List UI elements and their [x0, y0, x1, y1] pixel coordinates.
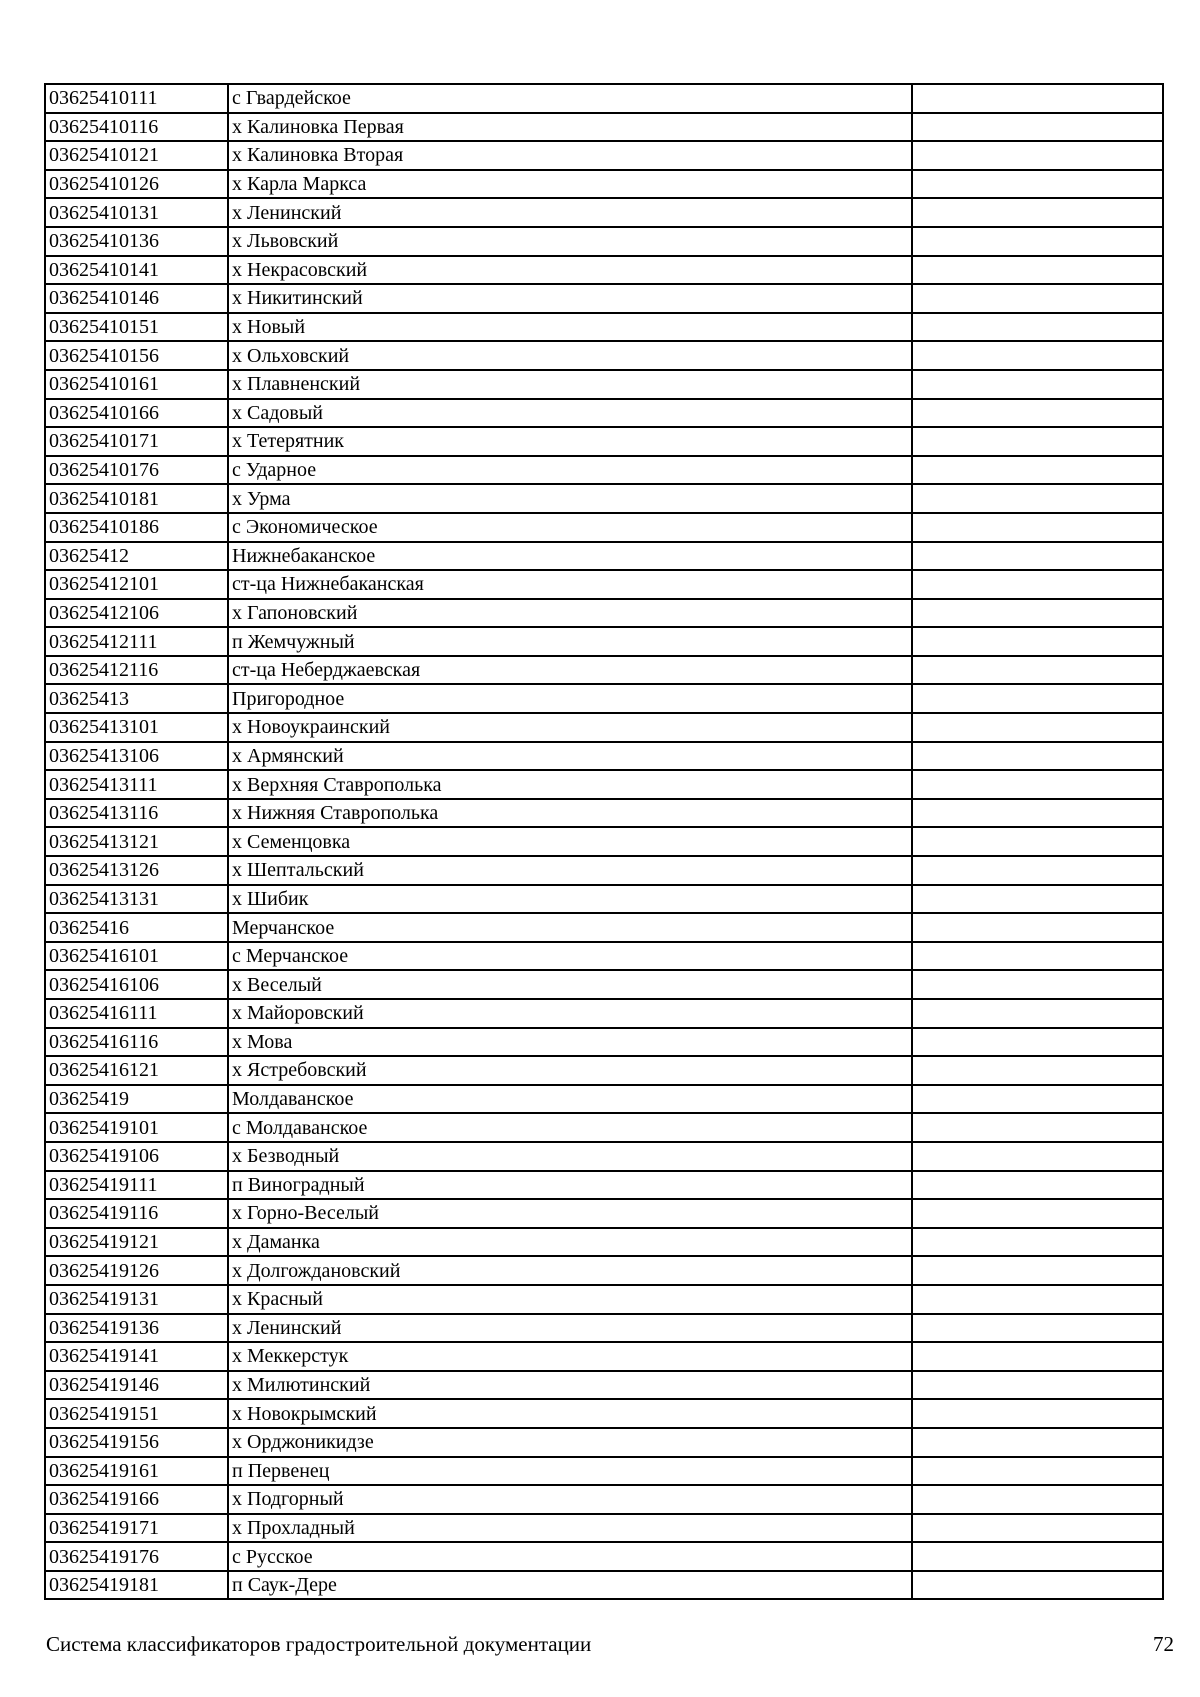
- note-cell: [912, 827, 1163, 856]
- note-cell: [912, 484, 1163, 513]
- code-cell: 03625412101: [45, 570, 228, 599]
- code-cell: 03625416106: [45, 970, 228, 999]
- table-row: [45, 1056, 1163, 1085]
- note-cell: [912, 313, 1163, 342]
- table-row: [45, 284, 1163, 313]
- note-cell: [912, 113, 1163, 142]
- code-cell: 03625410131: [45, 198, 228, 227]
- table-row: [45, 370, 1163, 399]
- table-row: [45, 1142, 1163, 1171]
- name-cell: с Ударное: [228, 456, 912, 485]
- name-cell: п Жемчужный: [228, 627, 912, 656]
- code-cell: 03625419126: [45, 1256, 228, 1285]
- name-cell: х Никитинский: [228, 284, 912, 313]
- code-cell: 03625416101: [45, 942, 228, 971]
- name-cell: с Мерчанское: [228, 942, 912, 971]
- name-cell: с Гвардейское: [228, 84, 912, 113]
- note-cell: [912, 942, 1163, 971]
- table-row: [45, 885, 1163, 914]
- table-row: [45, 970, 1163, 999]
- table-row: [45, 627, 1163, 656]
- table-row: [45, 484, 1163, 513]
- table-row: [45, 141, 1163, 170]
- table-row: [45, 1171, 1163, 1200]
- table-row: [45, 399, 1163, 428]
- code-cell: 03625410166: [45, 399, 228, 428]
- name-cell: х Долгождановский: [228, 1256, 912, 1285]
- table-row: [45, 84, 1163, 113]
- table-row: [45, 513, 1163, 542]
- table-row: [45, 1228, 1163, 1257]
- code-cell: 03625410111: [45, 84, 228, 113]
- note-cell: [912, 885, 1163, 914]
- classifier-table-body: [45, 84, 1163, 1599]
- name-cell: х Меккерстук: [228, 1342, 912, 1371]
- name-cell: х Львовский: [228, 227, 912, 256]
- name-cell: х Семенцовка: [228, 827, 912, 856]
- note-cell: [912, 656, 1163, 685]
- code-cell: 03625410181: [45, 484, 228, 513]
- code-cell: 03625419156: [45, 1428, 228, 1457]
- table-row: [45, 542, 1163, 571]
- note-cell: [912, 799, 1163, 828]
- name-cell: х Нижняя Ставрополька: [228, 799, 912, 828]
- name-cell: х Орджоникидзе: [228, 1428, 912, 1457]
- note-cell: [912, 970, 1163, 999]
- note-cell: [912, 198, 1163, 227]
- note-cell: [912, 84, 1163, 113]
- code-cell: 03625410116: [45, 113, 228, 142]
- note-cell: [912, 742, 1163, 771]
- code-cell: 03625419106: [45, 1142, 228, 1171]
- note-cell: [912, 1113, 1163, 1142]
- table-row: [45, 1285, 1163, 1314]
- name-cell: х Шептальский: [228, 856, 912, 885]
- table-row: [45, 1571, 1163, 1600]
- name-cell: х Новый: [228, 313, 912, 342]
- code-cell: 03625413101: [45, 713, 228, 742]
- code-cell: 03625419161: [45, 1457, 228, 1486]
- table-row: [45, 1342, 1163, 1371]
- note-cell: [912, 913, 1163, 942]
- code-cell: 03625413121: [45, 827, 228, 856]
- name-cell: ст-ца Неберджаевская: [228, 656, 912, 685]
- note-cell: [912, 1571, 1163, 1600]
- code-cell: 03625416: [45, 913, 228, 942]
- table-row: [45, 856, 1163, 885]
- table-row: [45, 713, 1163, 742]
- table-row: [45, 113, 1163, 142]
- code-cell: 03625410176: [45, 456, 228, 485]
- name-cell: х Карла Маркса: [228, 170, 912, 199]
- name-cell: п Первенец: [228, 1457, 912, 1486]
- note-cell: [912, 1142, 1163, 1171]
- table-row: [45, 427, 1163, 456]
- table-row: [45, 656, 1163, 685]
- table-row: [45, 999, 1163, 1028]
- note-cell: [912, 1028, 1163, 1057]
- table-row: [45, 684, 1163, 713]
- name-cell: х Безводный: [228, 1142, 912, 1171]
- code-cell: 03625413116: [45, 799, 228, 828]
- table-row: [45, 198, 1163, 227]
- table-row: [45, 170, 1163, 199]
- note-cell: [912, 256, 1163, 285]
- note-cell: [912, 599, 1163, 628]
- code-cell: 03625413126: [45, 856, 228, 885]
- name-cell: х Шибик: [228, 885, 912, 914]
- code-cell: 03625416121: [45, 1056, 228, 1085]
- name-cell: х Армянский: [228, 742, 912, 771]
- note-cell: [912, 1428, 1163, 1457]
- table-row: [45, 799, 1163, 828]
- table-row: [45, 599, 1163, 628]
- code-cell: 03625410141: [45, 256, 228, 285]
- note-cell: [912, 627, 1163, 656]
- name-cell: п Саук-Дере: [228, 1571, 912, 1600]
- table-row: [45, 1314, 1163, 1343]
- note-cell: [912, 1542, 1163, 1571]
- note-cell: [912, 399, 1163, 428]
- note-cell: [912, 542, 1163, 571]
- name-cell: х Калиновка Первая: [228, 113, 912, 142]
- note-cell: [912, 1056, 1163, 1085]
- name-cell: х Веселый: [228, 970, 912, 999]
- table-row: [45, 1085, 1163, 1114]
- note-cell: [912, 1485, 1163, 1514]
- name-cell: х Некрасовский: [228, 256, 912, 285]
- note-cell: [912, 513, 1163, 542]
- note-cell: [912, 427, 1163, 456]
- code-cell: 03625410161: [45, 370, 228, 399]
- classifier-table: [44, 83, 1164, 1600]
- name-cell: Молдаванское: [228, 1085, 912, 1114]
- note-cell: [912, 170, 1163, 199]
- table-row: [45, 1399, 1163, 1428]
- table-row: [45, 942, 1163, 971]
- code-cell: 03625410186: [45, 513, 228, 542]
- name-cell: х Садовый: [228, 399, 912, 428]
- table-row: [45, 1028, 1163, 1057]
- code-cell: 03625419176: [45, 1542, 228, 1571]
- table-row: [45, 1514, 1163, 1543]
- name-cell: х Красный: [228, 1285, 912, 1314]
- note-cell: [912, 284, 1163, 313]
- name-cell: х Плавненский: [228, 370, 912, 399]
- name-cell: х Ленинский: [228, 1314, 912, 1343]
- name-cell: Мерчанское: [228, 913, 912, 942]
- name-cell: х Новокрымский: [228, 1399, 912, 1428]
- code-cell: 03625412116: [45, 656, 228, 685]
- code-cell: 03625412106: [45, 599, 228, 628]
- code-cell: 03625419151: [45, 1399, 228, 1428]
- note-cell: [912, 1228, 1163, 1257]
- code-cell: 03625410126: [45, 170, 228, 199]
- table-row: [45, 570, 1163, 599]
- table-row: [45, 1485, 1163, 1514]
- name-cell: х Подгорный: [228, 1485, 912, 1514]
- note-cell: [912, 684, 1163, 713]
- table-row: [45, 341, 1163, 370]
- table-row: [45, 1113, 1163, 1142]
- note-cell: [912, 341, 1163, 370]
- table-row: [45, 1256, 1163, 1285]
- name-cell: с Экономическое: [228, 513, 912, 542]
- code-cell: 03625413: [45, 684, 228, 713]
- code-cell: 03625419131: [45, 1285, 228, 1314]
- code-cell: 03625416116: [45, 1028, 228, 1057]
- note-cell: [912, 1457, 1163, 1486]
- note-cell: [912, 1399, 1163, 1428]
- code-cell: 03625413111: [45, 770, 228, 799]
- code-cell: 03625419171: [45, 1514, 228, 1543]
- note-cell: [912, 1256, 1163, 1285]
- name-cell: х Даманка: [228, 1228, 912, 1257]
- note-cell: [912, 141, 1163, 170]
- code-cell: 03625419141: [45, 1342, 228, 1371]
- code-cell: 03625419136: [45, 1314, 228, 1343]
- table-row: [45, 913, 1163, 942]
- name-cell: х Калиновка Вторая: [228, 141, 912, 170]
- code-cell: 03625419111: [45, 1171, 228, 1200]
- name-cell: х Верхняя Ставрополька: [228, 770, 912, 799]
- table-row: [45, 742, 1163, 771]
- code-cell: 03625419: [45, 1085, 228, 1114]
- table-row: [45, 827, 1163, 856]
- table-row: [45, 1371, 1163, 1400]
- name-cell: х Мова: [228, 1028, 912, 1057]
- code-cell: 03625410121: [45, 141, 228, 170]
- note-cell: [912, 1199, 1163, 1228]
- code-cell: 03625413106: [45, 742, 228, 771]
- code-cell: 03625412111: [45, 627, 228, 656]
- name-cell: х Урма: [228, 484, 912, 513]
- note-cell: [912, 1285, 1163, 1314]
- code-cell: 03625410151: [45, 313, 228, 342]
- note-cell: [912, 570, 1163, 599]
- name-cell: х Милютинский: [228, 1371, 912, 1400]
- code-cell: 03625419181: [45, 1571, 228, 1600]
- note-cell: [912, 713, 1163, 742]
- note-cell: [912, 227, 1163, 256]
- name-cell: с Молдаванское: [228, 1113, 912, 1142]
- name-cell: х Новоукраинский: [228, 713, 912, 742]
- name-cell: х Горно-Веселый: [228, 1199, 912, 1228]
- table-row: [45, 456, 1163, 485]
- code-cell: 03625419166: [45, 1485, 228, 1514]
- table-row: [45, 1428, 1163, 1457]
- note-cell: [912, 1314, 1163, 1343]
- name-cell: х Гапоновский: [228, 599, 912, 628]
- note-cell: [912, 999, 1163, 1028]
- table-row: [45, 1199, 1163, 1228]
- note-cell: [912, 1085, 1163, 1114]
- code-cell: 03625413131: [45, 885, 228, 914]
- code-cell: 03625419121: [45, 1228, 228, 1257]
- code-cell: 03625419116: [45, 1199, 228, 1228]
- note-cell: [912, 770, 1163, 799]
- name-cell: х Ольховский: [228, 341, 912, 370]
- name-cell: х Прохладный: [228, 1514, 912, 1543]
- note-cell: [912, 1514, 1163, 1543]
- name-cell: ст-ца Нижнебаканская: [228, 570, 912, 599]
- footer-title: Система классификаторов градостроительной документации: [46, 1632, 592, 1656]
- name-cell: Нижнебаканское: [228, 542, 912, 571]
- code-cell: 03625410146: [45, 284, 228, 313]
- code-cell: 03625410171: [45, 427, 228, 456]
- page-number: 72: [1153, 1632, 1174, 1656]
- code-cell: 03625419101: [45, 1113, 228, 1142]
- name-cell: х Майоровский: [228, 999, 912, 1028]
- code-cell: 03625412: [45, 542, 228, 571]
- note-cell: [912, 1371, 1163, 1400]
- code-cell: 03625416111: [45, 999, 228, 1028]
- table-row: [45, 1457, 1163, 1486]
- code-cell: 03625419146: [45, 1371, 228, 1400]
- table-row: [45, 1542, 1163, 1571]
- name-cell: х Ленинский: [228, 198, 912, 227]
- table-row: [45, 770, 1163, 799]
- name-cell: с Русское: [228, 1542, 912, 1571]
- note-cell: [912, 856, 1163, 885]
- name-cell: х Ястребовский: [228, 1056, 912, 1085]
- note-cell: [912, 1342, 1163, 1371]
- note-cell: [912, 456, 1163, 485]
- name-cell: п Виноградный: [228, 1171, 912, 1200]
- note-cell: [912, 1171, 1163, 1200]
- name-cell: х Тетерятник: [228, 427, 912, 456]
- note-cell: [912, 370, 1163, 399]
- code-cell: 03625410156: [45, 341, 228, 370]
- table-row: [45, 256, 1163, 285]
- table-row: [45, 313, 1163, 342]
- name-cell: Пригородное: [228, 684, 912, 713]
- code-cell: 03625410136: [45, 227, 228, 256]
- table-row: [45, 227, 1163, 256]
